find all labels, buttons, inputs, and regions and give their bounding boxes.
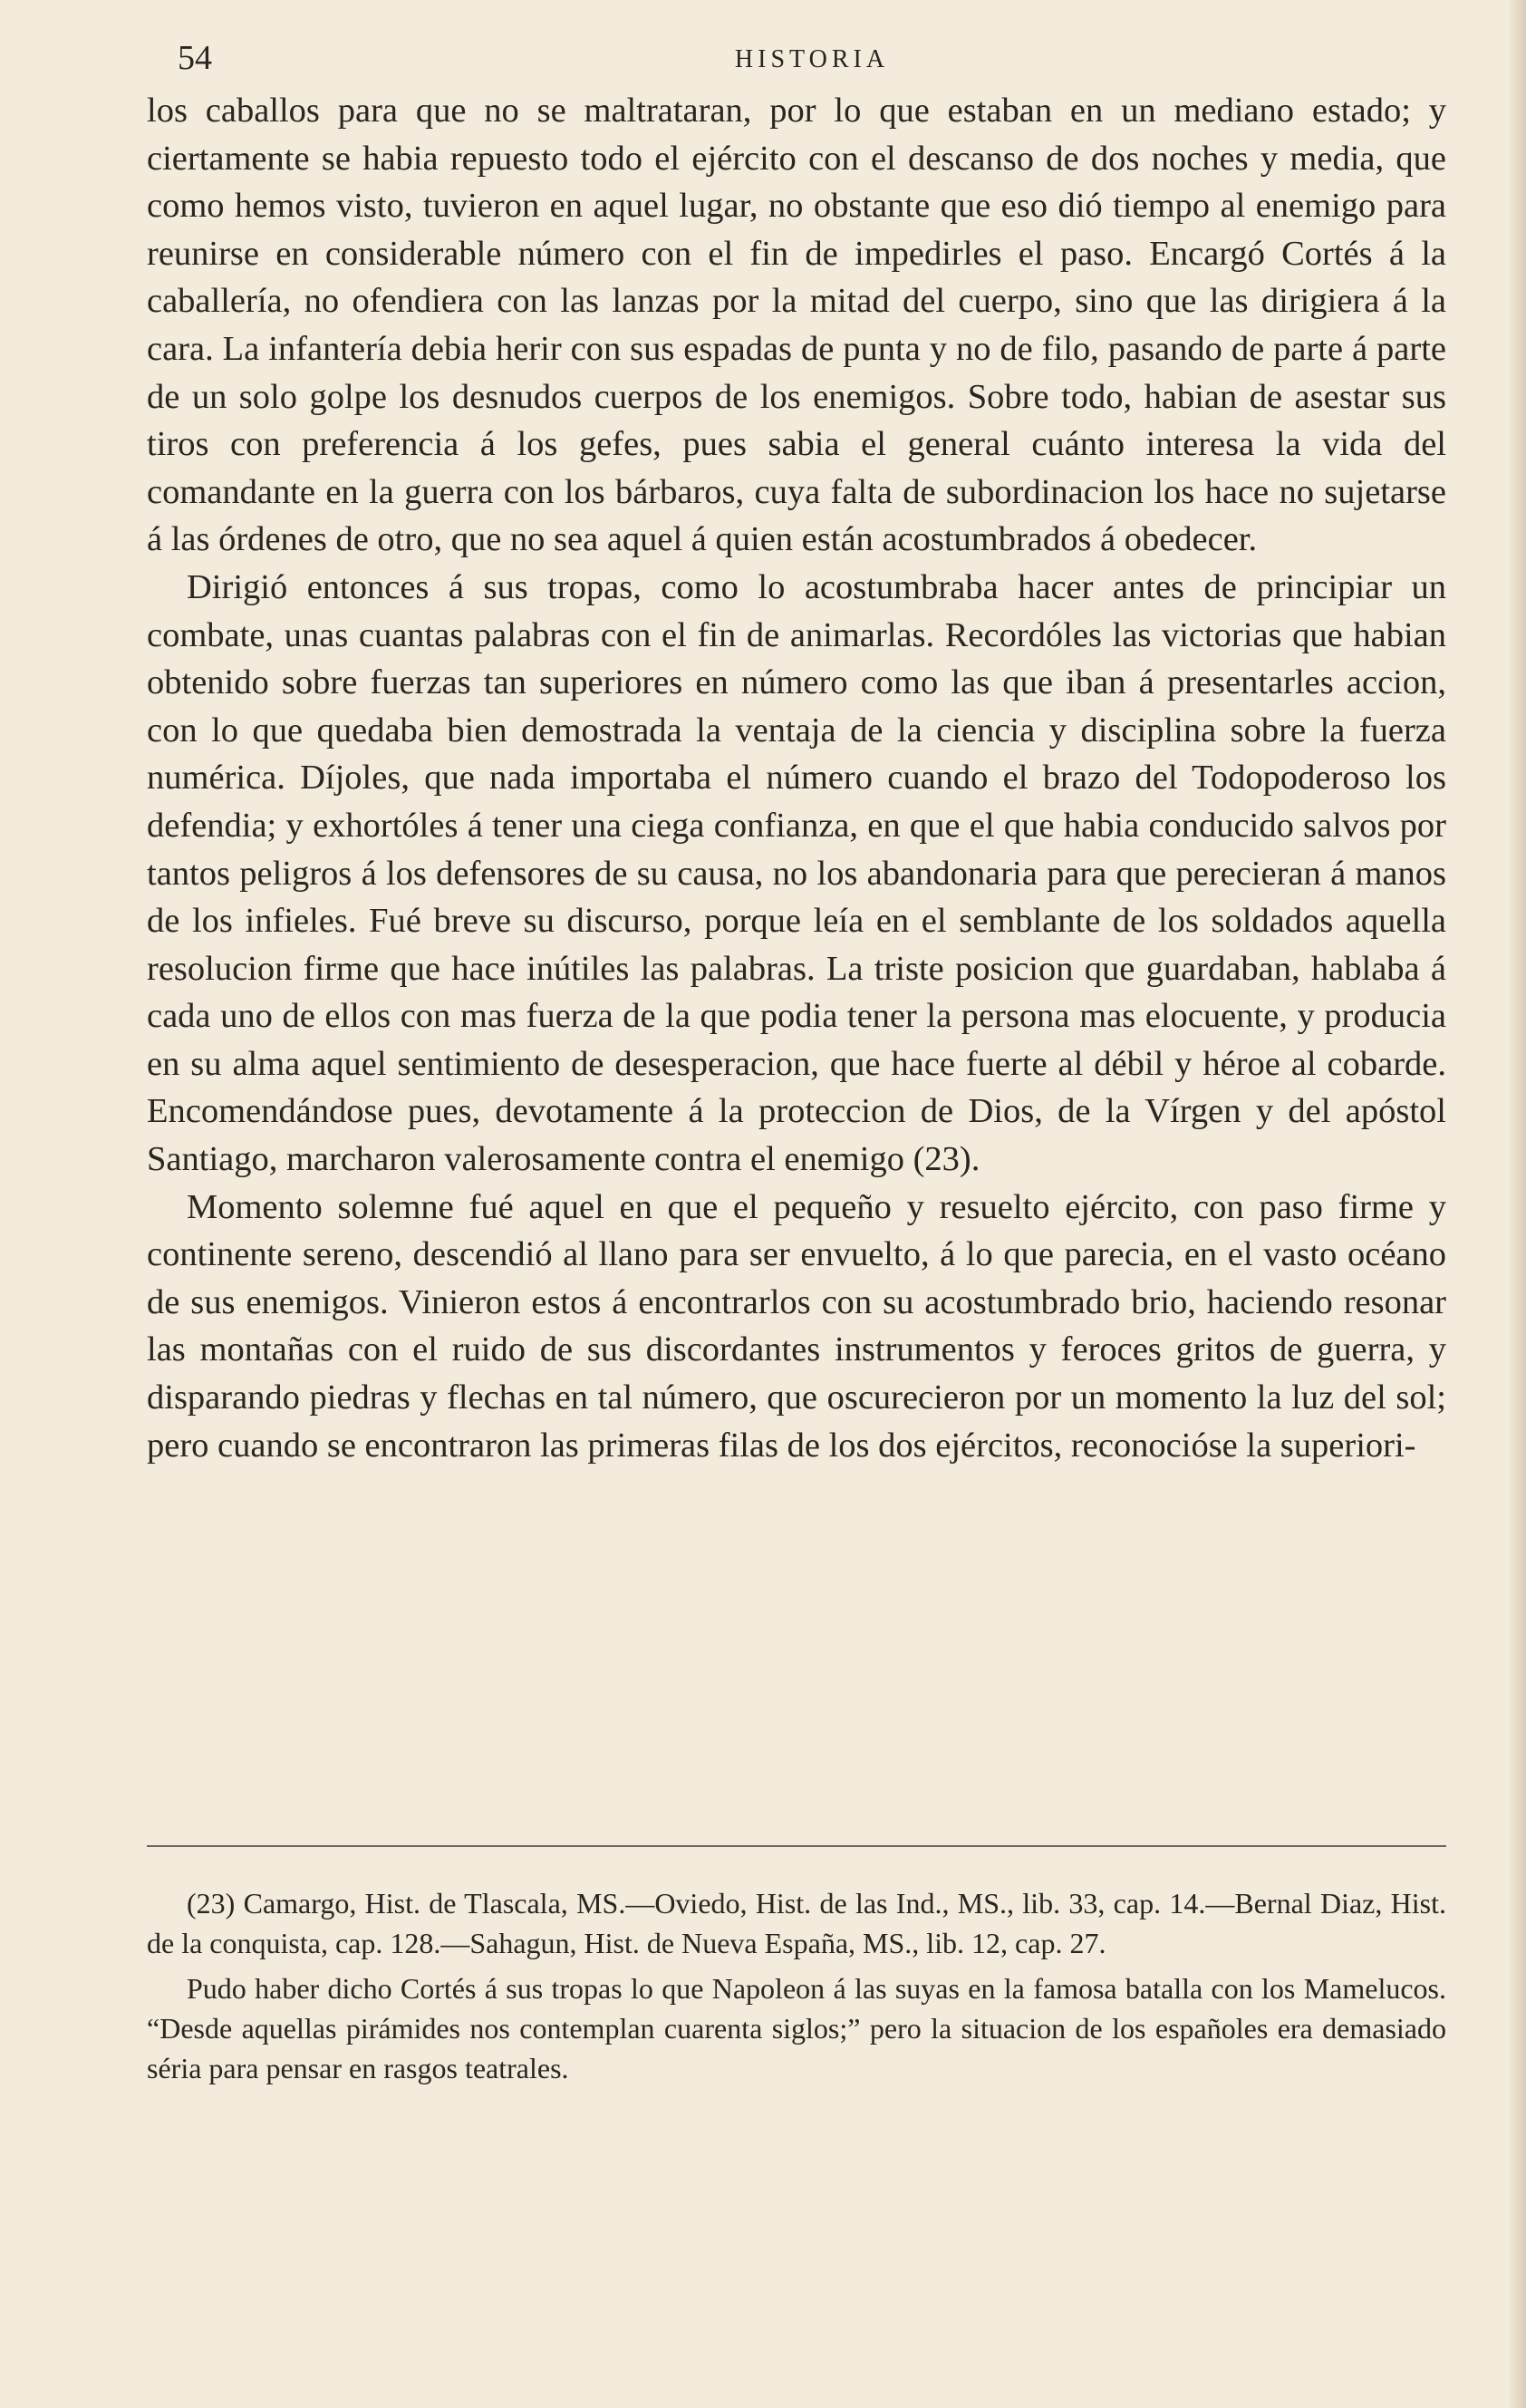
page-header (178, 36, 1446, 82)
footnote: Pudo haber dicho Cortés á sus tropas lo que Napoleon á las suyas en la famosa batalla con los Mamelucos. “Desde aquellas pirámides nos contemplan cuarenta siglos;” pero la situacion de los españoles era demasiado séria para pensar en rasgos teatrales. (147, 1972, 1446, 2084)
body-paragraph: los caballos para que no se maltrataran, por lo que estaban en un mediano estado; y ciertamente se habia repuesto todo el ejército con el descanso de dos noches y media, que como hemos visto, tuvieron en aquel lugar, no obstante que eso dió tiempo al enemigo para reunirse en considerable número con el fin de impedirles el paso. Encargó Cortés á la caballería, no ofendiera con las lanzas por la mitad del cuerpo, sino que las dirigiera á la cara. La infantería debia herir con sus espadas de punta y no de filo, pasando de parte á parte de un solo golpe los desnudos cuerpos de los enemigos. Sobre todo, habian de asestar sus tiros con preferencia á los gefes, pues sabia el general cuánto interesa la vida del comandante en la guerra con los bárbaros, cuya falta de subordinacion los hace no sujetarse á las órdenes de otro, que no sea aquel á quien están acostumbrados á obedecer. (147, 92, 1446, 559)
footnote-divider (147, 1845, 1446, 1847)
page-edge-shadow (1510, 0, 1526, 2408)
page-number: 54 (178, 39, 212, 77)
footnote: (23) Camargo, Hist. de Tlascala, MS.—Oviedo, Hist. de las Ind., MS., lib. 33, cap. 14.—Bernal Diaz, Hist. de la conquista, cap. 128.—Sahagun, Hist. de Nueva España, MS., lib. 12, cap. 27. (147, 1887, 1446, 1959)
footnotes (147, 1883, 1446, 2094)
body-paragraph: Dirigió entonces á sus tropas, como lo acostumbraba hacer antes de principiar un combate, unas cuantas palabras con el fin de animarlas. Recordóles las victorias que habian obtenido sobre fuerzas tan superiores en número como las que iban á presentarles accion, con lo que quedaba bien demostrada la ventaja de la ciencia y disciplina sobre la fuerza numérica. Díjoles, que nada importaba el número cuando el brazo del Todopoderoso los defendia; y exhortóles á tener una ciega confianza, en que el que habia conducido salvos por tantos peligros á los defensores de su causa, no los abandonaria para que perecieran á manos de los infieles. Fué breve su discurso, porque leía en el semblante de los soldados aquella resolucion firme que hace inútiles las palabras. La triste posicion que guardaban, hablaba á cada uno de ellos con mas fuerza de la que podia tener la persona mas elocuente, y producia en su alma aquel sentimiento de desesperacion, que hace fuerte al débil y héroe al cobarde. Encomendándose pues, devotamente á la proteccion de Dios, de la Vírgen y del apóstol Santiago, marcharon valerosamente contra el enemigo (23). (147, 567, 1446, 1179)
body-paragraph: Momento solemne fué aquel en que el pequeño y resuelto ejército, con paso firme y continente sereno, descendió al llano para ser envuelto, á lo que parecia, en el vasto océano de sus enemigos. Vinieron estos á encontrarlos con su acostumbrado brio, haciendo resonar las montañas con el ruido de sus discordantes instrumentos y feroces gritos de guerra, y disparando piedras y flechas en tal número, que oscurecieron por un momento la luz del sol; pero cuando se encontraron las primeras filas de los dos ejércitos, reconocióse la superiori- (147, 1187, 1446, 1465)
main-text (147, 87, 1446, 1469)
running-head: HISTORIA (734, 45, 890, 73)
